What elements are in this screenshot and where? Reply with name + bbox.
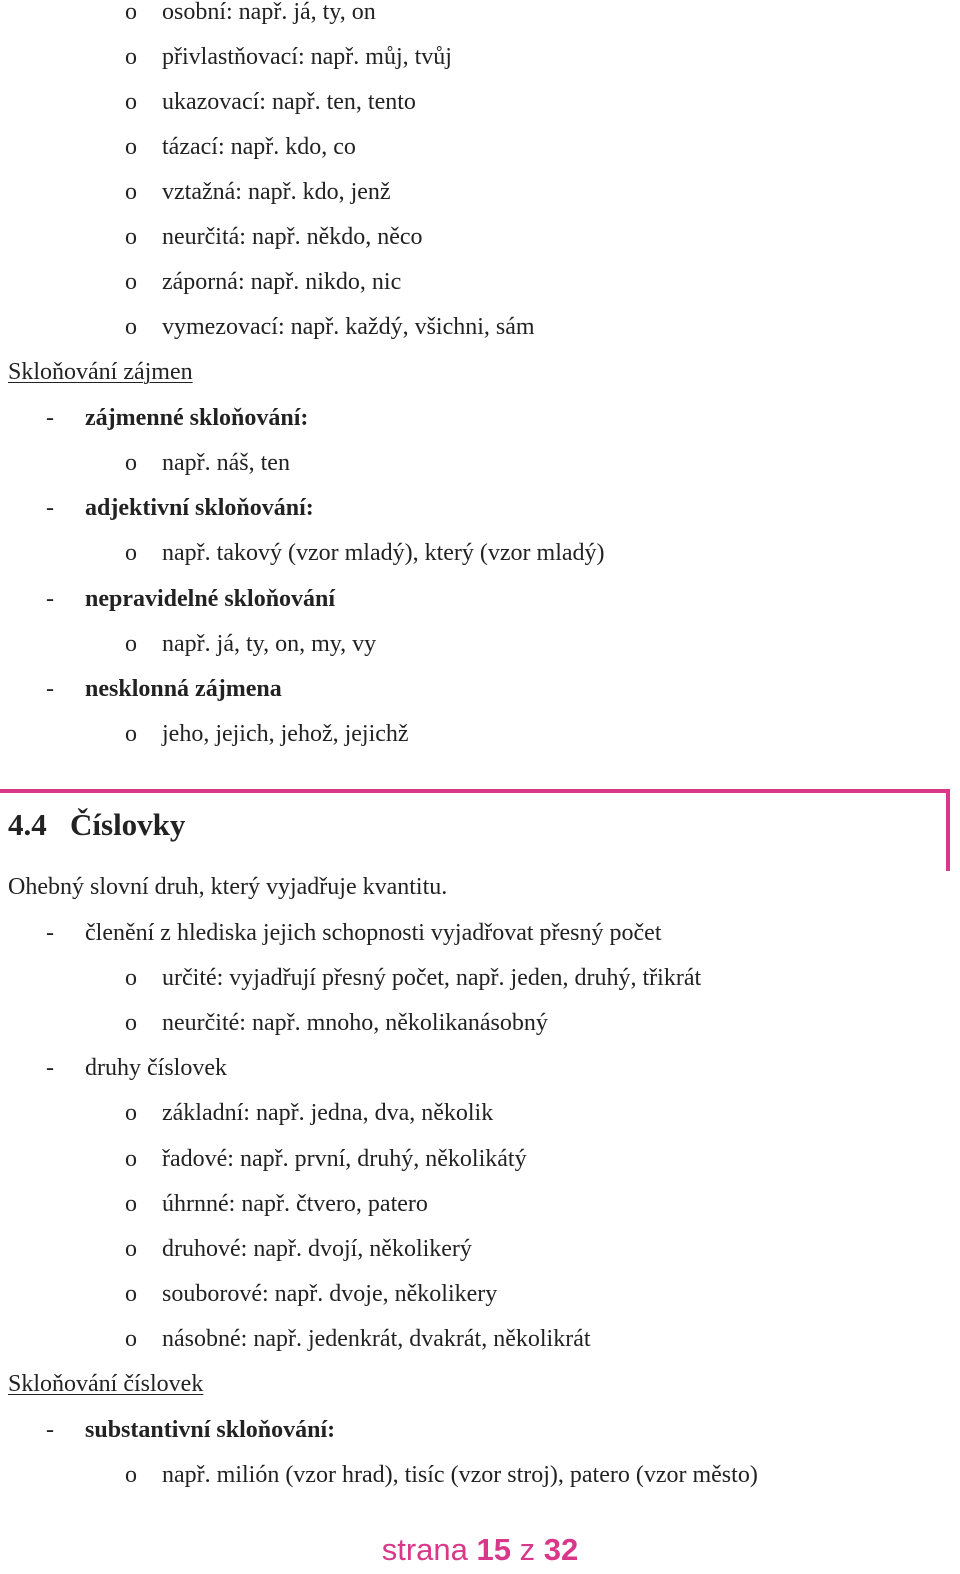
section-rule-side — [946, 789, 950, 871]
list-item-text: záporná: např. nikdo, nic — [162, 269, 402, 295]
dash-item-label: substantivní skloňování: — [85, 1417, 336, 1443]
bullet: o — [125, 134, 137, 160]
list-item-text: určité: vyjadřují přesný počet, např. jeden, druhý, třikrát — [162, 965, 702, 991]
section-rule — [0, 789, 950, 793]
bullet: o — [125, 540, 137, 566]
footer-separator: z — [519, 1532, 536, 1567]
list-item-text: neurčitá: např. někdo, něco — [162, 224, 423, 250]
footer-prefix: strana — [381, 1532, 468, 1567]
section-title-text: Číslovky — [70, 807, 186, 842]
bullet: o — [125, 450, 137, 476]
list-item-text: jeho, jejich, jehož, jejichž — [162, 721, 409, 747]
dash-bullet: - — [46, 1055, 54, 1081]
bullet: o — [125, 89, 137, 115]
section-number: 4.4 — [8, 807, 47, 842]
bullet: o — [125, 1462, 137, 1488]
page-number: 15 — [476, 1532, 512, 1567]
bullet: o — [125, 965, 137, 991]
dash-bullet: - — [46, 495, 54, 521]
list-item-text: ukazovací: např. ten, tento — [162, 89, 416, 115]
subheading: Skloňování zájmen — [8, 359, 193, 385]
intro-text: Ohebný slovní druh, který vyjadřuje kvantitu. — [8, 874, 448, 900]
list-item-text: úhrnné: např. čtvero, patero — [162, 1191, 428, 1217]
dash-bullet: - — [46, 920, 54, 946]
page-footer — [0, 1532, 960, 1568]
list-item-text: např. já, ty, on, my, vy — [162, 631, 377, 657]
list-item-text: základní: např. jedna, dva, několik — [162, 1100, 494, 1126]
list-item-text: násobné: např. jedenkrát, dvakrát, několikrát — [162, 1326, 591, 1352]
bullet: o — [125, 179, 137, 205]
dash-bullet: - — [46, 405, 54, 431]
bullet: o — [125, 1100, 137, 1126]
bullet: o — [125, 1326, 137, 1352]
list-item-text: tázací: např. kdo, co — [162, 134, 356, 160]
page-total: 32 — [543, 1532, 579, 1567]
bullet: o — [125, 1191, 137, 1217]
bullet: o — [125, 314, 137, 340]
dash-bullet: - — [46, 586, 54, 612]
bullet: o — [125, 631, 137, 657]
subheading: Skloňování číslovek — [8, 1371, 204, 1397]
dash-item-label: adjektivní skloňování: — [85, 495, 314, 521]
bullet: o — [125, 1146, 137, 1172]
bullet: o — [125, 1236, 137, 1262]
list-item-text: přivlastňovací: např. můj, tvůj — [162, 44, 452, 70]
bullet: o — [125, 1010, 137, 1036]
list-item-text: osobní: např. já, ty, on — [162, 0, 376, 25]
dash-bullet: - — [46, 676, 54, 702]
bullet: o — [125, 224, 137, 250]
list-item-text: např. náš, ten — [162, 450, 290, 476]
bullet: o — [125, 721, 137, 747]
dash-bullet: - — [46, 1417, 54, 1443]
dash-item-label: zájmenné skloňování: — [85, 405, 309, 431]
list-item-text: např. takový (vzor mladý), který (vzor mladý) — [162, 540, 605, 566]
bullet: o — [125, 1281, 137, 1307]
dash-item-label: druhy číslovek — [85, 1055, 227, 1081]
list-item-text: druhové: např. dvojí, několikerý — [162, 1236, 472, 1262]
bullet: o — [125, 0, 137, 25]
section-title — [8, 805, 185, 845]
dash-item-label: nepravidelné skloňování — [85, 586, 336, 612]
list-item-text: vymezovací: např. každý, všichni, sám — [162, 314, 535, 340]
list-item-text: řadové: např. první, druhý, několikátý — [162, 1146, 527, 1172]
dash-item-label: nesklonná zájmena — [85, 676, 282, 702]
bullet: o — [125, 269, 137, 295]
list-item-text: neurčité: např. mnoho, několikanásobný — [162, 1010, 548, 1036]
dash-item-label: členění z hlediska jejich schopnosti vyjadřovat přesný počet — [85, 920, 662, 946]
list-item-text: souborové: např. dvoje, několikery — [162, 1281, 498, 1307]
bullet: o — [125, 44, 137, 70]
list-item-text: vztažná: např. kdo, jenž — [162, 179, 391, 205]
list-item-text: např. milión (vzor hrad), tisíc (vzor stroj), patero (vzor město) — [162, 1462, 758, 1488]
